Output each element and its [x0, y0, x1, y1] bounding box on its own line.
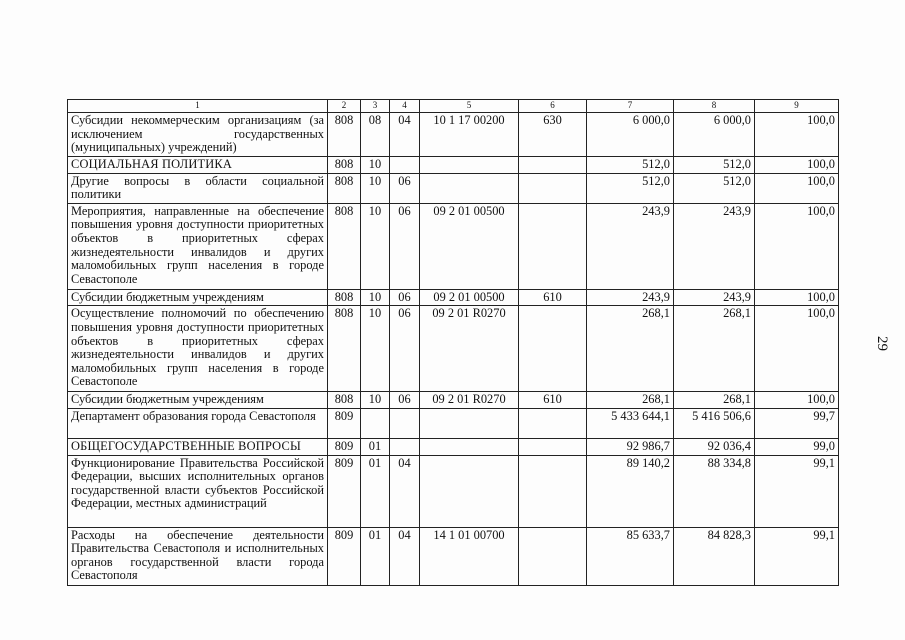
cell-percent: 100,0	[755, 306, 839, 392]
cell-percent: 100,0	[755, 113, 839, 157]
header-col-1: 1	[68, 100, 328, 113]
cell-percent: 99,7	[755, 408, 839, 438]
cell-subsection: 04	[390, 527, 420, 585]
cell-section: 10	[361, 289, 390, 306]
cell-ministry: 809	[328, 408, 361, 438]
table-row	[68, 203, 839, 289]
cell-subsection	[390, 408, 420, 438]
cell-section: 08	[361, 113, 390, 157]
cell-section: 10	[361, 306, 390, 392]
cell-target-item: 09 2 01 00500	[420, 203, 519, 289]
cell-planned: 6 000,0	[587, 113, 674, 157]
header-col-8: 8	[674, 100, 755, 113]
cell-expense-type	[519, 527, 587, 585]
cell-section: 01	[361, 455, 390, 527]
cell-expense-type	[519, 408, 587, 438]
cell-ministry: 809	[328, 527, 361, 585]
cell-planned: 92 986,7	[587, 438, 674, 455]
cell-percent: 100,0	[755, 392, 839, 409]
row-description: Департамент образования города Севастополя	[68, 408, 328, 438]
header-col-3: 3	[361, 100, 390, 113]
cell-section: 01	[361, 438, 390, 455]
cell-target-item	[420, 173, 519, 203]
cell-section	[361, 408, 390, 438]
cell-subsection	[390, 438, 420, 455]
cell-expense-type	[519, 306, 587, 392]
cell-target-item	[420, 408, 519, 438]
cell-executed: 6 000,0	[674, 113, 755, 157]
table-row	[68, 392, 839, 409]
header-row	[68, 100, 839, 113]
cell-target-item	[420, 157, 519, 174]
cell-executed: 5 416 506,6	[674, 408, 755, 438]
cell-ministry: 809	[328, 438, 361, 455]
header-col-6: 6	[519, 100, 587, 113]
cell-section: 10	[361, 157, 390, 174]
cell-planned: 89 140,2	[587, 455, 674, 527]
header-col-5: 5	[420, 100, 519, 113]
table-row	[68, 306, 839, 392]
cell-target-item: 09 2 01 R0270	[420, 392, 519, 409]
cell-target-item: 09 2 01 00500	[420, 289, 519, 306]
header-col-9: 9	[755, 100, 839, 113]
cell-percent: 100,0	[755, 289, 839, 306]
row-description: Субсидии бюджетным учреждениям	[68, 392, 328, 409]
cell-target-item: 14 1 01 00700	[420, 527, 519, 585]
row-description: Функционирование Правительства Российской Федерации, высших исполнительных органов государственной власти субъектов Российской Федерации, местных администраций	[68, 455, 328, 527]
cell-expense-type: 610	[519, 392, 587, 409]
cell-subsection: 04	[390, 455, 420, 527]
cell-section: 01	[361, 527, 390, 585]
row-description: Расходы на обеспечение деятельности Правительства Севастополя и исполнительных органов государственной власти города Севастополя	[68, 527, 328, 585]
cell-target-item: 10 1 17 00200	[420, 113, 519, 157]
cell-ministry: 808	[328, 289, 361, 306]
table-row	[68, 289, 839, 306]
cell-expense-type	[519, 173, 587, 203]
cell-planned: 5 433 644,1	[587, 408, 674, 438]
cell-percent: 100,0	[755, 157, 839, 174]
cell-section: 10	[361, 173, 390, 203]
cell-ministry: 808	[328, 173, 361, 203]
cell-planned: 268,1	[587, 392, 674, 409]
cell-subsection: 06	[390, 392, 420, 409]
cell-planned: 268,1	[587, 306, 674, 392]
cell-expense-type	[519, 455, 587, 527]
cell-target-item	[420, 438, 519, 455]
cell-ministry: 808	[328, 203, 361, 289]
cell-percent: 100,0	[755, 203, 839, 289]
cell-executed: 243,9	[674, 289, 755, 306]
cell-planned: 512,0	[587, 173, 674, 203]
cell-ministry: 808	[328, 113, 361, 157]
cell-expense-type	[519, 157, 587, 174]
table-row	[68, 408, 839, 438]
cell-executed: 88 334,8	[674, 455, 755, 527]
cell-percent: 100,0	[755, 173, 839, 203]
table-row	[68, 455, 839, 527]
row-description: Другие вопросы в области социальной политики	[68, 173, 328, 203]
cell-ministry: 808	[328, 392, 361, 409]
cell-ministry: 809	[328, 455, 361, 527]
cell-planned: 243,9	[587, 289, 674, 306]
cell-expense-type: 610	[519, 289, 587, 306]
row-description: Субсидии некоммерческим организациям (за исключением государственных (муниципальных) учреждений)	[68, 113, 328, 157]
cell-section: 10	[361, 203, 390, 289]
budget-table	[67, 99, 839, 586]
cell-planned: 243,9	[587, 203, 674, 289]
cell-executed: 92 036,4	[674, 438, 755, 455]
cell-percent: 99,1	[755, 455, 839, 527]
header-col-2: 2	[328, 100, 361, 113]
page-number: 29	[874, 336, 890, 351]
header-col-4: 4	[390, 100, 420, 113]
cell-ministry: 808	[328, 157, 361, 174]
row-description: Мероприятия, направленные на обеспечение повышения уровня доступности приоритетных объектов в приоритетных сферах жизнедеятельности инвалидов и других маломобильных групп населения в городе Севастополе	[68, 203, 328, 289]
row-description: Осуществление полномочий по обеспечению повышения уровня доступности приоритетных объектов в приоритетных сферах жизнедеятельности инвалидов и других маломобильных групп населения в городе Севастополе	[68, 306, 328, 392]
cell-ministry: 808	[328, 306, 361, 392]
cell-subsection: 06	[390, 306, 420, 392]
cell-executed: 512,0	[674, 157, 755, 174]
cell-subsection: 06	[390, 203, 420, 289]
cell-executed: 268,1	[674, 306, 755, 392]
cell-percent: 99,1	[755, 527, 839, 585]
cell-target-item: 09 2 01 R0270	[420, 306, 519, 392]
cell-planned: 85 633,7	[587, 527, 674, 585]
cell-executed: 268,1	[674, 392, 755, 409]
cell-expense-type: 630	[519, 113, 587, 157]
cell-subsection: 06	[390, 289, 420, 306]
cell-percent: 99,0	[755, 438, 839, 455]
cell-subsection: 04	[390, 113, 420, 157]
cell-expense-type	[519, 438, 587, 455]
cell-executed: 84 828,3	[674, 527, 755, 585]
table-row	[68, 157, 839, 174]
cell-section: 10	[361, 392, 390, 409]
table-row	[68, 438, 839, 455]
cell-subsection	[390, 157, 420, 174]
table-row	[68, 527, 839, 585]
cell-target-item	[420, 455, 519, 527]
row-description: ОБЩЕГОСУДАРСТВЕННЫЕ ВОПРОСЫ	[68, 438, 328, 455]
row-description: СОЦИАЛЬНАЯ ПОЛИТИКА	[68, 157, 328, 174]
cell-expense-type	[519, 203, 587, 289]
cell-subsection: 06	[390, 173, 420, 203]
table-row	[68, 173, 839, 203]
cell-executed: 512,0	[674, 173, 755, 203]
header-col-7: 7	[587, 100, 674, 113]
cell-planned: 512,0	[587, 157, 674, 174]
row-description: Субсидии бюджетным учреждениям	[68, 289, 328, 306]
table-row	[68, 113, 839, 157]
cell-executed: 243,9	[674, 203, 755, 289]
